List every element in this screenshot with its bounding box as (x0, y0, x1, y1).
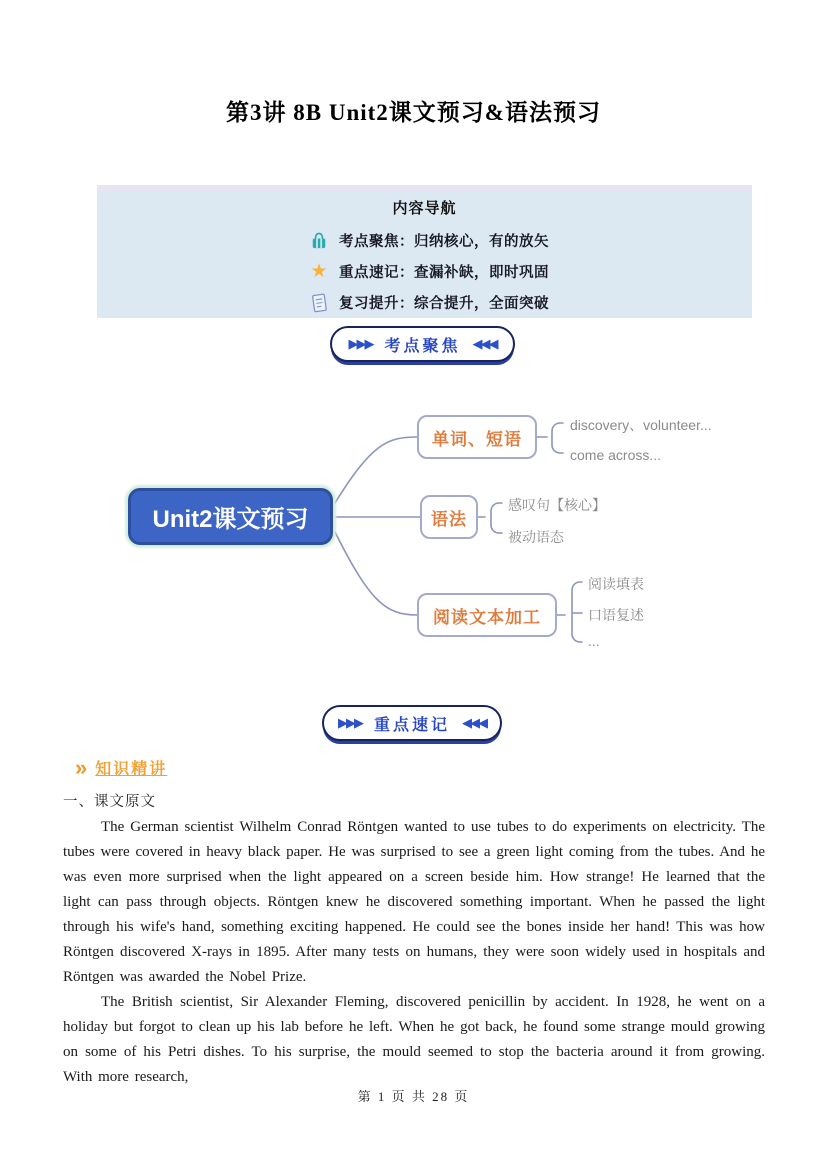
right-triangles-icon: ▶▶▶ (348, 336, 373, 351)
right-triangles-icon: ▶▶▶ (337, 715, 362, 730)
focus-banner (330, 326, 515, 362)
content-navigation-box (97, 185, 752, 318)
left-triangles-icon: ◀◀◀ (462, 715, 486, 730)
mindmap-leaf: come across... (570, 447, 662, 463)
section-heading-label: 知识精讲 (95, 761, 168, 778)
mindmap-root-node[interactable]: Unit2课文预习 (128, 488, 333, 545)
double-chevron-icon: » (75, 754, 88, 780)
bag-icon (309, 231, 329, 251)
nav-rows (97, 225, 752, 318)
paragraph-rontgen: The German scientist Wilhelm Conrad Röntgen wanted to use tubes to do experiments on electricity. The tubes were covered in heavy black paper. He was surprised to see a green light coming from the tubes. And he was even more surprised when the light appeared on a screen beside him. How strange! He learned that the light can pass through objects. Röntgen knew he discovered something important. When he passed the light through his wife's hand, something exciting happened. He could see the bones inside her hand! This was how Röntgen discovered X-rays in 1895. After many tests on humans, they were soon widely used in hospitals and Röntgen was awarded the Nobel Prize. (63, 819, 765, 985)
mindmap-branch-grammar[interactable]: 语法 (420, 495, 478, 539)
lesson-text (63, 815, 765, 1090)
nav-box-title: 内容导航 (392, 200, 457, 217)
mindmap-branch-reading[interactable]: 阅读文本加工 (417, 593, 557, 637)
mindmap-branch-words[interactable]: 单词、短语 (417, 415, 537, 459)
nav-item-label: 重点速记：查漏补缺，即时巩固 (339, 265, 549, 281)
mindmap-leaf: 感叹句【核心】 (508, 497, 606, 513)
focus-banner-label: 考点聚焦 (384, 337, 461, 355)
mindmap-leaf: discovery、volunteer... (570, 417, 712, 433)
page-number: 第 1 页 共 28 页 (357, 1089, 470, 1104)
mindmap-leaf: 被动语态 (508, 529, 564, 545)
mindmap-leaf: 阅读填表 (588, 576, 644, 592)
notes-banner-label: 重点速记 (373, 716, 450, 734)
paragraph-fleming: The British scientist, Sir Alexander Fleming, discovered penicillin by accident. In 1928, he went on a holiday but forgot to clean up his lab before he left. When he got back, he found some strange mould growing on some of his Petri dishes. To his surprise, the mould seemed to stop the bacteria around it from growing. With more research, (63, 994, 765, 1085)
knowledge-section-heading (75, 756, 167, 779)
star-icon: ★ (310, 260, 328, 282)
page-title: 第3讲 8B Unit2课文预习&语法预习 (226, 100, 601, 125)
mindmap-leaf: ... (588, 633, 600, 649)
nav-item-focus (309, 225, 752, 256)
document-icon (309, 293, 329, 313)
nav-item-label: 复习提升：综合提升，全面突破 (339, 296, 549, 312)
notes-banner (322, 705, 502, 741)
nav-item-label: 考点聚焦：归纳核心，有的放矢 (339, 234, 549, 250)
nav-item-notes (309, 256, 752, 287)
mindmap-leaf: 口语复述 (588, 607, 644, 623)
nav-item-review (309, 287, 752, 318)
left-triangles-icon: ◀◀◀ (472, 336, 497, 351)
subsection-heading: 一、课文原文 (63, 794, 156, 810)
